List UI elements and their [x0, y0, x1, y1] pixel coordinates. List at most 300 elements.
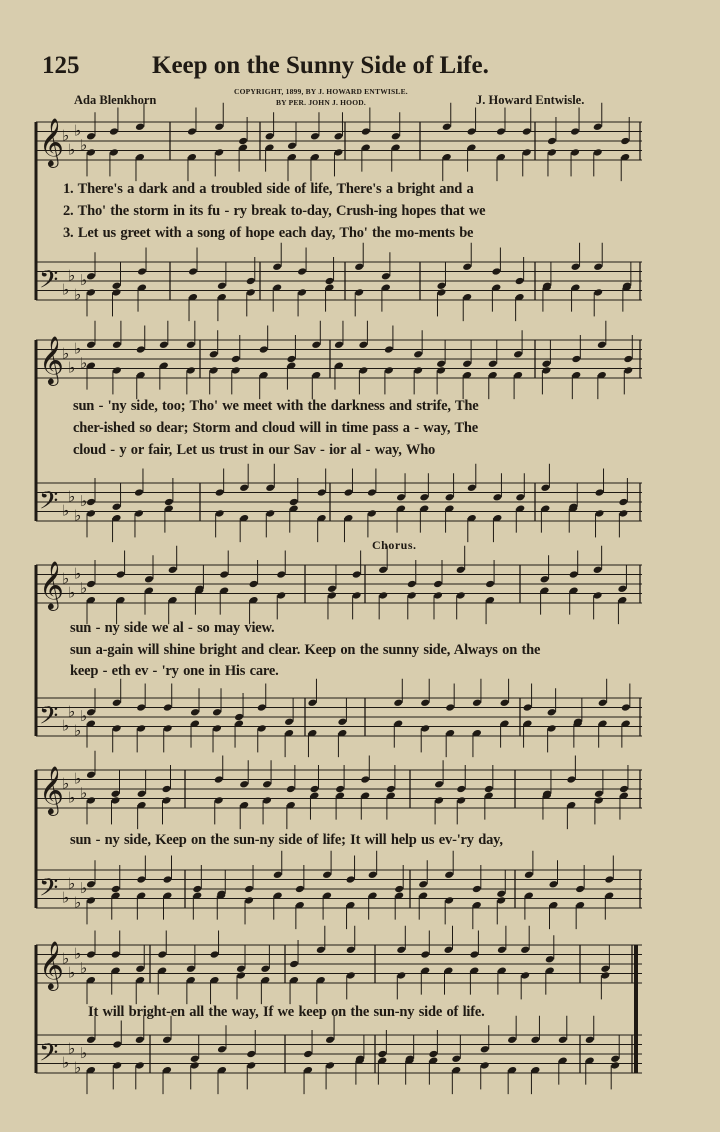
note-head	[327, 584, 337, 593]
note-head	[343, 488, 353, 497]
note-head	[593, 565, 603, 574]
note-head	[513, 350, 523, 359]
note-head	[570, 148, 580, 157]
note-head	[480, 1045, 490, 1054]
note-head	[111, 789, 121, 798]
note-head	[231, 366, 241, 375]
note-head	[381, 272, 391, 281]
note-head	[610, 1061, 620, 1070]
note-head	[327, 591, 337, 600]
flat-sign-icon: ♭	[68, 702, 76, 721]
note-head	[391, 132, 401, 141]
note-head	[289, 960, 299, 969]
note-head	[209, 366, 219, 375]
note-head	[214, 122, 224, 131]
flat-sign-icon: ♭	[68, 963, 76, 982]
note-head	[618, 509, 628, 518]
note-head	[272, 262, 282, 271]
note-head	[545, 955, 555, 964]
note-head	[367, 488, 377, 497]
note-head	[346, 875, 356, 884]
lyric-line: 3. Let us greet with a song of hope each day, Tho' the mo-ments be	[63, 225, 474, 241]
note-head	[309, 785, 319, 794]
flat-sign-icon: ♭	[80, 135, 88, 154]
note-head	[485, 580, 495, 589]
note-head	[492, 493, 502, 502]
flat-sign-icon: ♭	[68, 140, 76, 159]
note-head	[407, 591, 417, 600]
note-head	[137, 789, 147, 798]
note-head	[307, 698, 317, 707]
note-head	[462, 262, 472, 271]
note-head	[112, 340, 122, 349]
note-head	[244, 896, 254, 905]
flat-sign-icon: ♭	[74, 339, 82, 358]
note-head	[428, 1050, 438, 1059]
note-head	[420, 724, 430, 733]
flat-sign-icon: ♭	[74, 721, 82, 740]
note-head	[217, 1045, 227, 1054]
note-head	[111, 950, 121, 959]
note-head	[570, 127, 580, 136]
note-head	[597, 340, 607, 349]
note-head	[284, 717, 294, 726]
note-head	[396, 971, 406, 980]
note-head	[168, 565, 178, 574]
note-head	[444, 870, 454, 879]
flat-sign-icon: ♭	[62, 501, 70, 520]
note-head	[212, 708, 222, 717]
note-head	[571, 355, 581, 364]
bass-clef-icon: 𝄢	[39, 265, 59, 301]
note-head	[623, 366, 633, 375]
note-head	[86, 708, 96, 717]
note-head	[575, 885, 585, 894]
note-head	[246, 288, 256, 297]
lyric-line: sun a-gain will shine bright and clear. Keep on the sunny side, Always on the	[70, 642, 541, 658]
note-head	[86, 272, 96, 281]
lyric-line: 2. Tho' the storm in its fu - ry break to-day, Crush-ing hopes that we	[63, 203, 486, 219]
note-head	[522, 148, 532, 157]
note-head	[135, 964, 145, 973]
note-head	[618, 498, 628, 507]
flat-sign-icon: ♭	[62, 1053, 70, 1072]
note-head	[507, 1035, 517, 1044]
note-head	[111, 885, 121, 894]
note-head	[86, 1035, 96, 1044]
note-head	[469, 950, 479, 959]
flat-sign-icon: ♭	[68, 266, 76, 285]
note-head	[462, 359, 472, 368]
note-head	[214, 796, 224, 805]
note-head	[520, 971, 530, 980]
note-head	[236, 964, 246, 973]
note-head	[215, 509, 225, 518]
note-head	[600, 971, 610, 980]
note-head	[135, 122, 145, 131]
flat-sign-icon: ♭	[80, 578, 88, 597]
flat-sign-icon: ♭	[74, 769, 82, 788]
note-head	[598, 698, 608, 707]
note-head	[594, 789, 604, 798]
flat-sign-icon: ♭	[62, 949, 70, 968]
note-head	[420, 950, 430, 959]
note-head	[276, 591, 286, 600]
note-head	[214, 148, 224, 157]
note-head	[86, 498, 96, 507]
note-head	[354, 262, 364, 271]
note-head	[109, 148, 119, 157]
note-head	[384, 345, 394, 354]
note-head	[144, 575, 154, 584]
note-head	[162, 785, 172, 794]
note-head	[585, 1035, 595, 1044]
flat-sign-icon: ♭	[68, 358, 76, 377]
note-head	[112, 724, 122, 733]
note-head	[393, 698, 403, 707]
treble-clef-icon: 𝄞	[39, 117, 64, 167]
note-head	[413, 366, 423, 375]
note-head	[456, 796, 466, 805]
note-head	[325, 1035, 335, 1044]
flat-sign-icon: ♭	[68, 487, 76, 506]
note-head	[112, 366, 122, 375]
copyright-line-2: BY PER. JOHN J. HOOD.	[275, 98, 366, 107]
note-head	[595, 509, 605, 518]
note-head	[297, 267, 307, 276]
note-head	[190, 708, 200, 717]
note-head	[360, 775, 370, 784]
note-head	[472, 698, 482, 707]
note-head	[262, 780, 272, 789]
note-head	[325, 277, 335, 286]
note-head	[354, 288, 364, 297]
note-head	[239, 483, 249, 492]
note-head	[262, 796, 272, 805]
note-head	[480, 1061, 490, 1070]
note-head	[496, 896, 506, 905]
note-head	[594, 796, 604, 805]
flat-sign-icon: ♭	[80, 353, 88, 372]
note-head	[236, 971, 246, 980]
note-head	[436, 359, 446, 368]
note-head	[86, 796, 96, 805]
note-head	[523, 703, 533, 712]
note-head	[212, 724, 222, 733]
note-head	[273, 870, 283, 879]
flat-sign-icon: ♭	[80, 783, 88, 802]
note-head	[86, 896, 96, 905]
flat-sign-icon: ♭	[80, 1044, 88, 1062]
note-head	[547, 137, 557, 146]
note-head	[593, 262, 603, 271]
note-head	[547, 724, 557, 733]
flat-sign-icon: ♭	[80, 492, 88, 510]
note-head	[157, 950, 167, 959]
note-head	[522, 127, 532, 136]
flat-sign-icon: ♭	[80, 879, 88, 897]
note-head	[335, 785, 345, 794]
note-head	[265, 132, 275, 141]
note-head	[442, 122, 452, 131]
note-head	[238, 137, 248, 146]
treble-clef-icon: 𝄞	[39, 765, 64, 815]
note-head	[593, 591, 603, 600]
note-head	[368, 870, 378, 879]
note-head	[246, 1061, 256, 1070]
bass-clef-icon: 𝄢	[39, 701, 59, 737]
flat-sign-icon: ♭	[62, 280, 70, 299]
note-head	[260, 964, 270, 973]
flat-sign-icon: ♭	[68, 874, 76, 893]
lyric-line: sun - ny side we al - so may view.	[70, 620, 275, 636]
flat-sign-icon: ♭	[62, 344, 70, 363]
note-head	[621, 703, 631, 712]
note-head	[488, 359, 498, 368]
note-head	[136, 345, 146, 354]
note-head	[246, 1050, 256, 1059]
note-head	[112, 288, 122, 297]
note-head	[163, 703, 173, 712]
flat-sign-icon: ♭	[74, 506, 82, 525]
flat-sign-icon: ♭	[80, 958, 88, 977]
note-head	[244, 885, 254, 894]
note-head	[491, 267, 501, 276]
note-head	[297, 288, 307, 297]
note-head	[456, 785, 466, 794]
note-head	[384, 366, 394, 375]
note-head	[163, 875, 173, 884]
flat-sign-icon: ♭	[62, 126, 70, 145]
note-head	[456, 591, 466, 600]
note-head	[334, 132, 344, 141]
note-head	[86, 880, 96, 889]
lyric-line: sun - ny side, Keep on the sun-ny side of life; It will help us ev-'ry day,	[70, 832, 503, 848]
note-head	[558, 1035, 568, 1044]
note-head	[540, 575, 550, 584]
note-head	[112, 502, 122, 511]
note-head	[434, 780, 444, 789]
hymn-number: 125	[42, 52, 80, 79]
note-head	[358, 340, 368, 349]
treble-clef-icon: 𝄞	[39, 940, 64, 990]
note-head	[136, 724, 146, 733]
note-head	[451, 1054, 461, 1063]
note-head	[541, 359, 551, 368]
note-head	[210, 950, 220, 959]
note-head	[496, 889, 506, 898]
note-head	[617, 584, 627, 593]
bass-clef-icon: 𝄢	[39, 873, 59, 909]
note-head	[569, 570, 579, 579]
flat-sign-icon: ♭	[80, 707, 88, 725]
note-head	[135, 1061, 145, 1070]
note-head	[413, 350, 423, 359]
note-head	[358, 366, 368, 375]
note-head	[209, 350, 219, 359]
note-head	[265, 483, 275, 492]
flat-sign-icon: ♭	[62, 774, 70, 793]
note-head	[346, 945, 356, 954]
note-head	[231, 355, 241, 364]
note-head	[418, 880, 428, 889]
note-head	[377, 1050, 387, 1059]
note-head	[86, 509, 96, 518]
note-head	[86, 950, 96, 959]
note-head	[187, 127, 197, 136]
lyric-line: cher-ished so dear; Storm and cloud will in time pass a - way, The	[73, 420, 479, 436]
note-head	[500, 698, 510, 707]
note-head	[186, 340, 196, 349]
note-head	[433, 580, 443, 589]
note-head	[547, 148, 557, 157]
treble-clef-icon: 𝄞	[39, 560, 64, 610]
note-head	[112, 698, 122, 707]
note-head	[361, 127, 371, 136]
note-head	[112, 281, 122, 290]
note-head	[623, 355, 633, 364]
note-head	[135, 1035, 145, 1044]
note-head	[136, 875, 146, 884]
note-head	[378, 591, 388, 600]
note-head	[287, 141, 297, 150]
note-head	[111, 796, 121, 805]
note-head	[434, 796, 444, 805]
note-head	[316, 945, 326, 954]
note-head	[467, 483, 477, 492]
chorus-label: Chorus.	[372, 538, 417, 552]
note-head	[595, 488, 605, 497]
note-head	[337, 717, 347, 726]
lyric-line: It will bright-en all the way, If we keep on the sun-ny side of life.	[88, 1004, 485, 1020]
note-head	[445, 703, 455, 712]
flat-sign-icon: ♭	[74, 121, 82, 140]
note-head	[265, 509, 275, 518]
treble-clef-icon: 𝄞	[39, 335, 64, 385]
flat-sign-icon: ♭	[68, 788, 76, 807]
note-head	[378, 565, 388, 574]
flat-sign-icon: ♭	[62, 716, 70, 735]
note-head	[540, 483, 550, 492]
note-head	[386, 785, 396, 794]
note-head	[86, 580, 96, 589]
note-head	[530, 1035, 540, 1044]
note-head	[317, 488, 327, 497]
note-head	[445, 493, 455, 502]
note-head	[524, 870, 534, 879]
note-head	[257, 724, 267, 733]
note-head	[190, 1054, 200, 1063]
hymn-title: Keep on the Sunny Side of Life.	[152, 52, 489, 79]
note-head	[467, 127, 477, 136]
note-head	[541, 366, 551, 375]
note-head	[286, 355, 296, 364]
note-head	[484, 785, 494, 794]
note-head	[334, 148, 344, 157]
note-head	[472, 885, 482, 894]
bass-clef-icon: 𝄢	[39, 486, 59, 522]
note-head	[112, 1040, 122, 1049]
note-head	[249, 580, 259, 589]
note-head	[286, 785, 296, 794]
note-head	[520, 945, 530, 954]
note-head	[136, 703, 146, 712]
note-head	[214, 775, 224, 784]
flat-sign-icon: ♭	[68, 1039, 76, 1058]
note-head	[604, 875, 614, 884]
note-head	[325, 1061, 335, 1070]
note-head	[86, 132, 96, 141]
note-head	[497, 945, 507, 954]
lyric-line: sun - 'ny side, too; Tho' we meet with the darkness and strife, The	[73, 398, 479, 414]
flat-sign-icon: ♭	[74, 944, 82, 963]
note-head	[566, 775, 576, 784]
note-head	[407, 580, 417, 589]
note-head	[619, 785, 629, 794]
flat-sign-icon: ♭	[74, 564, 82, 583]
note-head	[444, 896, 454, 905]
bass-clef-icon: 𝄢	[39, 1038, 59, 1074]
note-head	[295, 885, 305, 894]
note-head	[116, 570, 126, 579]
note-head	[600, 964, 610, 973]
note-head	[549, 880, 559, 889]
note-head	[444, 945, 454, 954]
note-head	[134, 509, 144, 518]
note-head	[190, 1061, 200, 1070]
note-head	[159, 340, 169, 349]
flat-sign-icon: ♭	[62, 569, 70, 588]
note-head	[352, 570, 362, 579]
note-head	[420, 698, 430, 707]
note-head	[310, 132, 320, 141]
note-head	[86, 148, 96, 157]
note-head	[112, 1061, 122, 1070]
note-head	[436, 288, 446, 297]
copyright-line-1: COPYRIGHT, 1899, BY J. HOWARD ENTWISLE.	[234, 87, 408, 96]
note-head	[163, 724, 173, 733]
note-head	[192, 885, 202, 894]
note-head	[217, 281, 227, 290]
note-head	[86, 288, 96, 297]
note-head	[396, 493, 406, 502]
lyric-line: cloud - y or fair, Let us trust in our Sav - ior al - way, Who	[73, 442, 436, 458]
note-head	[610, 1054, 620, 1063]
note-head	[186, 964, 196, 973]
note-head	[109, 127, 119, 136]
note-head	[303, 1050, 313, 1059]
note-head	[134, 488, 144, 497]
note-head	[137, 267, 147, 276]
note-head	[322, 870, 332, 879]
note-head	[593, 122, 603, 131]
note-head	[394, 885, 404, 894]
flat-sign-icon: ♭	[74, 893, 82, 912]
author-credit: Ada Blenkhorn	[74, 93, 157, 107]
note-head	[593, 288, 603, 297]
note-head	[219, 570, 229, 579]
note-head	[188, 267, 198, 276]
note-head	[257, 703, 267, 712]
lyric-line: keep - eth ev - 'ry one in His care.	[70, 663, 279, 679]
note-head	[311, 340, 321, 349]
note-head	[162, 1035, 172, 1044]
note-head	[86, 340, 96, 349]
lyric-line: 1. There's a dark and a troubled side of life, There's a bright and a	[63, 181, 474, 197]
note-head	[186, 366, 196, 375]
note-head	[334, 340, 344, 349]
note-head	[515, 277, 525, 286]
